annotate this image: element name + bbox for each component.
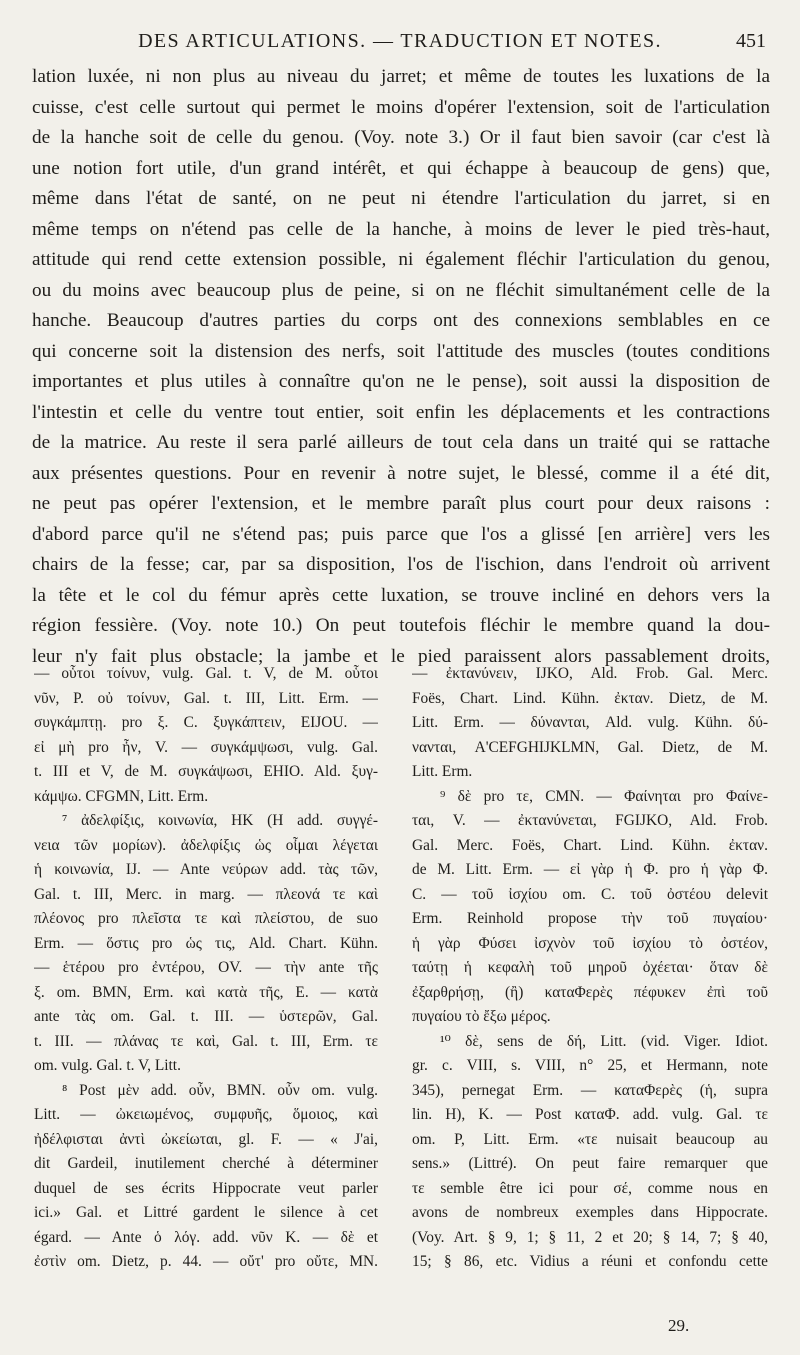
footnote-line: ἠδέλφισται ἀντὶ ὠκείωται, gl. F. — « J'ai, (34, 1130, 378, 1148)
footnote-line: lin. H), K. — Post καταΦ. add. vulg. Gal. τε (412, 1106, 768, 1123)
body-line: ou du moins avec beaucoup plus de peine, si on ne fléchit simultanément celle de la (32, 279, 770, 301)
footnote-line: Gal. Merc. Foës, Chart. Lind. Kühn. ἐκταν. (412, 836, 768, 854)
footnote-line: κάμψω. CFGMN, Litt. Erm. (34, 787, 209, 805)
footnote-line: t. III. — πλάνας τε καὶ, Gal. t. III, Erm. τε (34, 1032, 378, 1050)
footnote-line: 15; § 86, etc. Vidius a réuni et confondu cette (412, 1253, 768, 1270)
footnote-line: νανται, A'CEFGHIJKLMN, Gal. Dietz, de M. (412, 738, 768, 756)
footnote-line: ἡ γὰρ Φύσει ἰσχνὸν τοῦ ἰσχίου τὸ ὀστέον, (412, 934, 768, 952)
body-line: qui concerne soit la distension des nerfs, soit l'attitude des muscles (toutes conditions (32, 340, 770, 362)
footnote-line: ⁷ ἀδελφίξις, κοινωνία, HK (H add. συγγέ- (62, 812, 378, 829)
footnote-line: συγκάμπτῃ. pro ξ. C. ξυγκάπτειν, EIJOU. — (34, 714, 378, 731)
footnote-line: Litt. — ὠκειωμένος, συμφυῆς, ὅμοιος, καὶ (34, 1106, 378, 1123)
footnote-line: sens.» (Littré). On peut faire remarquer que (412, 1155, 768, 1172)
footnotes-left-column (34, 662, 378, 1275)
footnote-line: gr. c. VIII, s. VIII, n° 25, et Hermann, note (412, 1057, 768, 1074)
footnote-line: dit Gardeil, inutilement cherché à déterminer (34, 1155, 378, 1172)
footnote-line: (Voy. Art. § 9, 1; § 11, 2 et 20; § 14, 7; § 40, (412, 1228, 768, 1246)
footnote-line: — ἑτέρου pro ἐντέρου, OV. — τὴν ante τῆς (34, 959, 378, 976)
body-line: aux présentes questions. Pour en revenir à notre sujet, le blessé, comme il a été dit, (32, 462, 770, 484)
footnote-line: om. P, Litt. Erm. «τε nuisait beaucoup au (412, 1130, 768, 1148)
body-line: une notion fort utile, d'un grand intérêt, et qui échappe à beaucoup de gens) que, (32, 157, 770, 179)
running-head (30, 30, 770, 60)
footnote-line: πλέονος pro πλεῖστα τε καὶ πλείστου, de suo (34, 910, 378, 927)
footnote-line: νεια τῶν μορίων). ἀδελφίξις ὡς οἶμαι λέγεται (34, 836, 378, 854)
footnote-line: ταύτῃ ἡ κεφαλὴ τοῦ μηροῦ ὀχέεται· ὅταν δὲ (412, 959, 768, 976)
body-line: l'intestin et celle du ventre tout entier, soit enfin les déplacements et les contractions (32, 401, 770, 423)
body-line: la tête et le col du fémur après cette luxation, se trouve incliné en dehors vers la (32, 584, 770, 606)
body-line: cuisse, c'est celle surtout qui permet le moins d'opérer l'extension, soit de l'articulation (32, 96, 770, 118)
footnote-line: t. III et V, de M. συγκάψωσι, EHIO. Ald. ξυγ- (34, 763, 378, 780)
body-line: de la hanche soit de celle du genou. (Voy. note 3.) Or il faut bien savoir (car c'est là (32, 127, 770, 148)
footnote-line: — οὗτοι τοίνυν, vulg. Gal. t. V, de M. οὗτοι (34, 665, 378, 682)
footnote-line: ἡ κοινωνία, IJ. — Ante νεύρων add. τὰς τῶν, (34, 861, 378, 878)
footnote-line: ¹⁰ δὲ, sens de δή, Litt. (vid. Viger. Idiot. (440, 1032, 768, 1050)
body-line: hanche. Beaucoup d'autres parties du corps ont des connexions semblables en ce (32, 310, 770, 331)
footnote-line: ἐστὶν om. Dietz, p. 44. — οὔτ' pro οὔτε, MN. (34, 1253, 378, 1270)
body-line: chairs de la fesse; car, par sa disposition, l'os de l'ischion, dans l'endroit où arrivent (32, 554, 770, 575)
body-line: lation luxée, ni non plus au niveau du jarret; et même de toutes les luxations de la (32, 66, 770, 87)
body-line: attitude qui rend cette extension possible, ni également fléchir l'articulation du genou, (32, 249, 770, 270)
main-text (32, 62, 770, 672)
footnote-line: πυγαίου τὸ ἔξω μέρος. (412, 1008, 551, 1025)
footnote-line: Litt. Erm. — δύνανται, Ald. vulg. Kühn. δύ- (412, 714, 768, 731)
footnote-line: Gal. t. III, Merc. in marg. — πλεονά τε καὶ (34, 885, 378, 903)
footnote-line: εἰ μὴ pro ἦν, V. — συγκάμψωσι, vulg. Gal. (34, 738, 378, 756)
footnotes-right-column (412, 662, 768, 1275)
footnote-line: ⁸ Post μὲν add. οὖν, BMN. οὖν om. vulg. (62, 1081, 378, 1099)
body-line: même dans l'état de santé, on ne peut ni étendre l'articulation du jarret, si en (32, 188, 770, 209)
footnote-line: duquel de ses écrits Hippocrate veut parler (34, 1179, 378, 1197)
body-line: région fessière. (Voy. note 10.) On peut toutefois fléchir le membre quand la dou- (32, 615, 770, 636)
running-title: DES ARTICULATIONS. — TRADUCTION ET NOTES. (138, 30, 662, 52)
body-line: importantes et plus utiles à connaître qu'on ne le pense), soit aussi la disposition de (32, 371, 770, 392)
footnote-line: ται, V. — ἐκτανύνεται, FGIJKO, Ald. Frob. (412, 812, 768, 829)
footnote-line: ἐξαρθρήσῃ, (ἢ) καταΦερὲς πέφυκεν ἐπὶ τοῦ (412, 983, 768, 1001)
footnote-line: de M. Litt. Erm. — εἰ γὰρ ἡ Φ. pro ἡ γὰρ Φ. (412, 861, 768, 878)
body-line: ne peut pas opérer l'extension, et le membre paraît plus court pour deux raisons : (32, 493, 770, 514)
body-line: même temps on n'étend pas celle de la hanche, à moins de lever le pied très-haut, (32, 218, 770, 240)
footnote-line: Litt. Erm. (412, 763, 473, 780)
footnote-line: — ἐκτανύνειν, IJKO, Ald. Frob. Gal. Merc. (412, 665, 768, 682)
footnote-line: νῦν, P. οὐ τοίνυν, Gal. t. III, Litt. Erm. — (34, 689, 378, 707)
footnote-line: Foës, Chart. Lind. Kühn. ἐκταν. Dietz, de M. (412, 689, 768, 707)
footnote-line: ici.» Gal. et Littré gardent le silence à cet (34, 1204, 378, 1221)
footnote-line: Erm. Reinhold propose τὴν τοῦ πυγαίου· (412, 910, 768, 927)
footnote-line: Erm. — ὅστις pro ὡς τις, Ald. Chart. Kühn. (34, 934, 378, 952)
body-line: leur n'y fait plus obstacle; la jambe et le pied paraissent alors passablement droits, (32, 645, 770, 667)
footnote-line: ξ. om. BMN, Erm. καὶ κατὰ τῆς, E. — κατὰ (34, 983, 378, 1001)
page-number: 451 (736, 30, 766, 52)
footnote-line: ⁹ δὲ pro τε, CMN. — Φαίνηται pro Φαίνε- (440, 787, 768, 805)
footnote-line: C. — τοῦ ἰσχίου om. C. τοῦ ὀστέου delevit (412, 885, 768, 903)
footnote-line: om. vulg. Gal. t. V, Litt. (34, 1057, 181, 1074)
footnote-line: égard. — Ante ὁ λόγ. add. νῦν K. — δὲ et (34, 1228, 378, 1246)
body-line: de la matrice. Au reste il sera parlé ailleurs de tout cela dans un traité qui se rattache (32, 432, 770, 453)
footnote-line: 345), pernegat Erm. — καταΦερὲς (ἡ, supra (412, 1081, 768, 1099)
footnote-line: ante τὰς om. Gal. t. III. — ὑστερῶν, Gal. (34, 1008, 378, 1025)
footnote-line: avons de nombreux exemples dans Hippocrate. (412, 1204, 768, 1221)
signature-mark: 29. (668, 1316, 690, 1335)
footnote-line: τε semble être ici pour σέ, comme nous en (412, 1179, 768, 1197)
body-line: d'abord parce qu'il ne s'étend pas; puis parce que l'os a glissé [en arrière] vers les (32, 523, 770, 545)
